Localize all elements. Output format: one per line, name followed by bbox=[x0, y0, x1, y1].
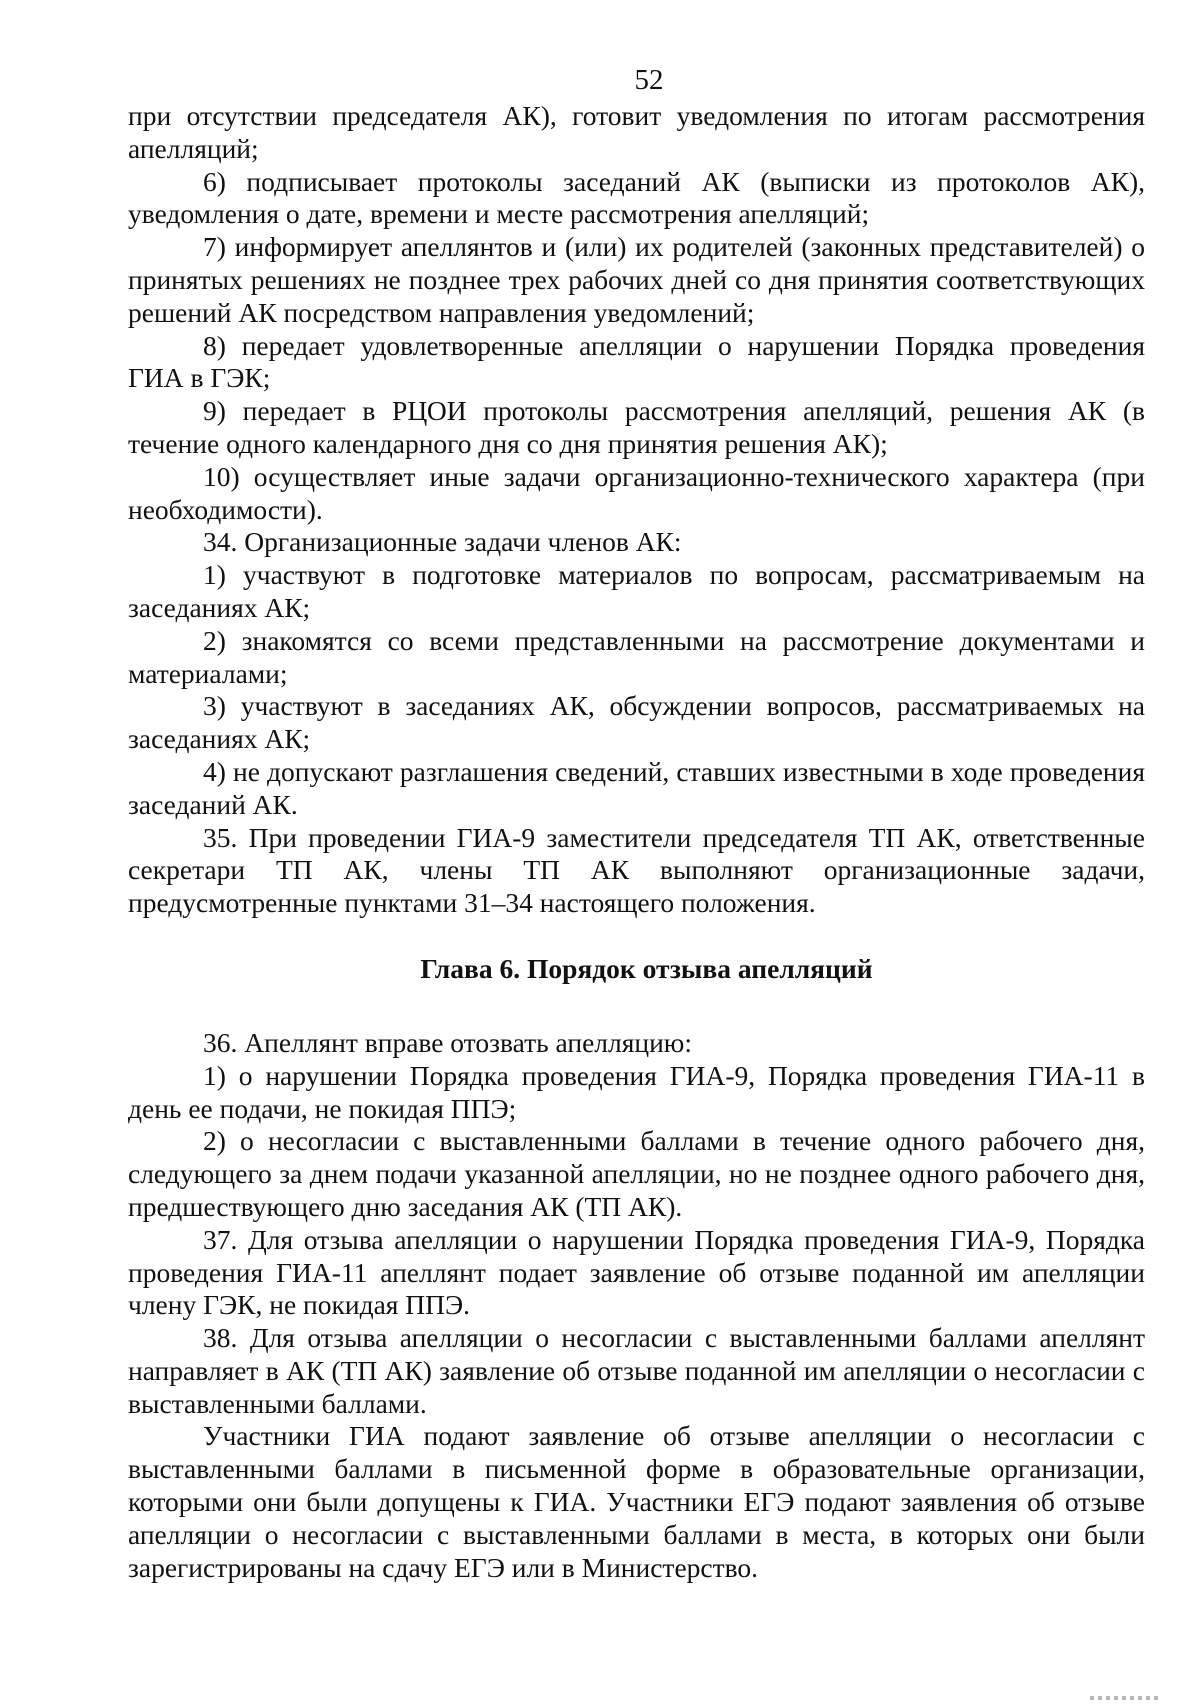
chapter-title: Глава 6. Порядок отзыва апелляций bbox=[420, 952, 873, 984]
paragraph: 9) передает в РЦОИ протоколы рассмотрения апелляций, решения АК (в течение одного календарного дня со дня принятия решения АК); bbox=[128, 395, 1145, 459]
paragraph: 38. Для отзыва апелляции о несогласии с выставленными баллами апеллянт направляет в АК (ТП АК) заявление об отзыве поданной им апелляции о несогласии с выставленными баллами. bbox=[128, 1322, 1145, 1419]
paragraph: 6) подписывает протоколы заседаний АК (выписки из протоколов АК), уведомления о дате, времени и месте рассмотрения апелляций; bbox=[128, 165, 1145, 230]
section-before-chapter bbox=[128, 100, 1145, 920]
paragraph: 2) о несогласии с выставленными баллами в течение одного рабочего дня, следующего за днем подачи указанной апелляции, но не позднее одного рабочего дня, предшествующего дню заседания АК (ТП АК). bbox=[128, 1125, 1145, 1222]
paragraph: 8) передает удовлетворенные апелляции о нарушении Порядка проведения ГИА в ГЭК; bbox=[128, 329, 1145, 394]
paragraph: 36. Апеллянт вправе отозвать апелляцию: bbox=[203, 1026, 692, 1058]
paragraph: 10) осуществляет иные задачи организационно-технического характера (при необходимости). bbox=[128, 460, 1145, 525]
paragraph: 34. Организационные задачи членов АК: bbox=[203, 526, 682, 558]
paragraph: 2) знакомятся со всеми представленными на рассмотрение документами и материалами; bbox=[128, 624, 1145, 689]
section-chapter-6 bbox=[128, 1027, 1145, 1585]
scan-artifact bbox=[1090, 1696, 1160, 1700]
paragraph: 1) участвуют в подготовке материалов по вопросам, рассматриваемым на заседаниях АК; bbox=[128, 559, 1145, 623]
page-number: 52 bbox=[634, 64, 664, 96]
paragraph: 3) участвуют в заседаниях АК, обсуждении вопросов, рассматриваемых на заседаниях АК; bbox=[128, 690, 1145, 755]
paragraph: 7) информирует апеллянтов и (или) их родителей (законных представителей) о принятых решениях не позднее трех рабочих дней со дня принятия соответствующих решений АК посредством направления уведомлений; bbox=[128, 231, 1145, 328]
paragraph: 4) не допускают разглашения сведений, ставших известными в ходе проведения заседаний АК. bbox=[128, 755, 1145, 820]
paragraph: Участники ГИА подают заявление об отзыве апелляции о несогласии с выставленными баллами в письменной форме в образовательные организации, которыми они были допущены к ГИА. Участники ЕГЭ подают заявления об отзыве апелляции о несогласии с выставленными баллами в места, в которых они были зарегистрированы на сдачу ЕГЭ или в Министерство. bbox=[128, 1420, 1145, 1583]
document-page bbox=[128, 60, 1145, 1584]
paragraph: 1) о нарушении Порядка проведения ГИА-9, Порядка проведения ГИА-11 в день ее подачи, не покидая ППЭ; bbox=[128, 1059, 1145, 1124]
paragraph: 35. При проведении ГИА-9 заместители председателя ТП АК, ответственные секретари ТП АК, члены ТП АК выполняют организационные задачи, предусмотренные пунктами 31–34 настоящего положения. bbox=[128, 821, 1145, 919]
paragraph: при отсутствии председателя АК), готовит уведомления по итогам рассмотрения апелляций; bbox=[128, 100, 1145, 164]
paragraph: 37. Для отзыва апелляции о нарушении Порядка проведения ГИА-9, Порядка проведения ГИА-11 апеллянт подает заявление об отзыве поданной им апелляции члену ГЭК, не покидая ППЭ. bbox=[128, 1223, 1145, 1321]
